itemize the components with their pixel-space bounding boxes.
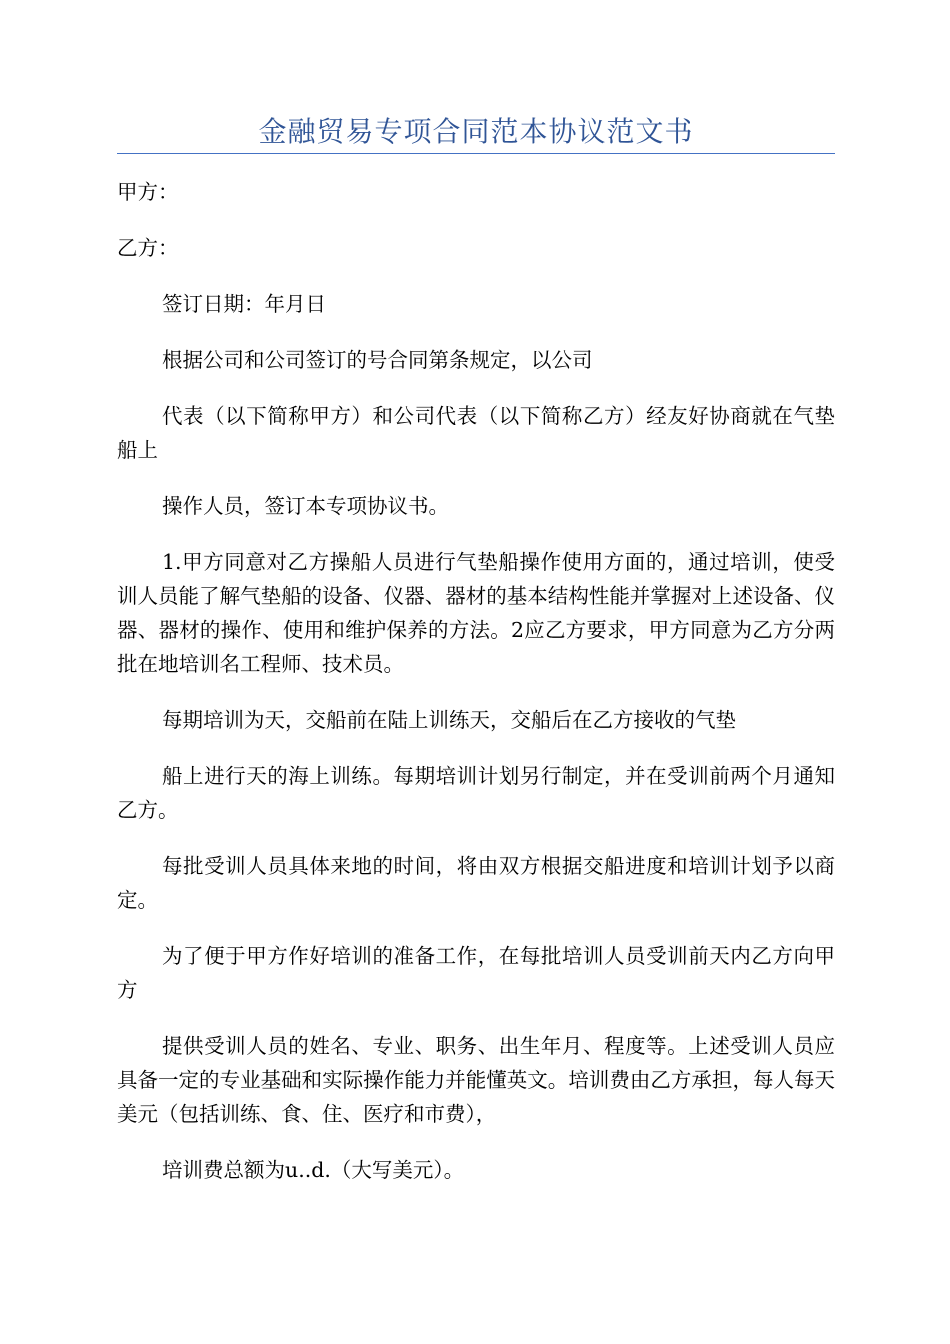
paragraph: 提供受训人员的姓名、专业、职务、出生年月、程度等。上述受训人员应具备一定的专业基础和实际操作能力并能懂英文。培训费由乙方承担，每人每天美元（包括训练、食、住、医疗和市费）， xyxy=(117,1034,835,1126)
document-body xyxy=(117,175,835,1209)
paragraph: 每期培训为天，交船前在陆上训练天，交船后在乙方接收的气垫 xyxy=(162,708,736,732)
signing-date: 签订日期：年月日 xyxy=(162,292,326,316)
paragraph: 根据公司和公司签订的号合同第条规定，以公司 xyxy=(162,348,593,372)
paragraph: 代表（以下简称甲方）和公司代表（以下简称乙方）经友好协商就在气垫船上 xyxy=(117,404,835,462)
paragraph: 1.甲方同意对乙方操船人员进行气垫船操作使用方面的，通过培训，使受训人员能了解气垫船的设备、仪器、器材的基本结构性能并掌握对上述设备、仪器、器材的操作、使用和维护保养的方法。2应乙方要求，甲方同意为乙方分两批在地培训名工程师、技术员。 xyxy=(117,550,835,676)
paragraph: 船上进行天的海上训练。每期培训计划另行制定，并在受训前两个月通知乙方。 xyxy=(117,764,835,822)
party-b-line: 乙方： xyxy=(117,236,179,260)
document-title: 金融贸易专项合同范本协议范文书 xyxy=(258,115,694,148)
paragraph: 每批受训人员具体来地的时间，将由双方根据交船进度和培训计划予以商定。 xyxy=(117,854,835,912)
paragraph: 操作人员，签订本专项协议书。 xyxy=(162,494,449,518)
title-underline xyxy=(117,153,835,154)
paragraph: 培训费总额为u..d.（大写美元）。 xyxy=(162,1158,465,1182)
party-a-line: 甲方： xyxy=(117,180,179,204)
paragraph: 为了便于甲方作好培训的准备工作，在每批培训人员受训前天内乙方向甲方 xyxy=(117,944,835,1002)
